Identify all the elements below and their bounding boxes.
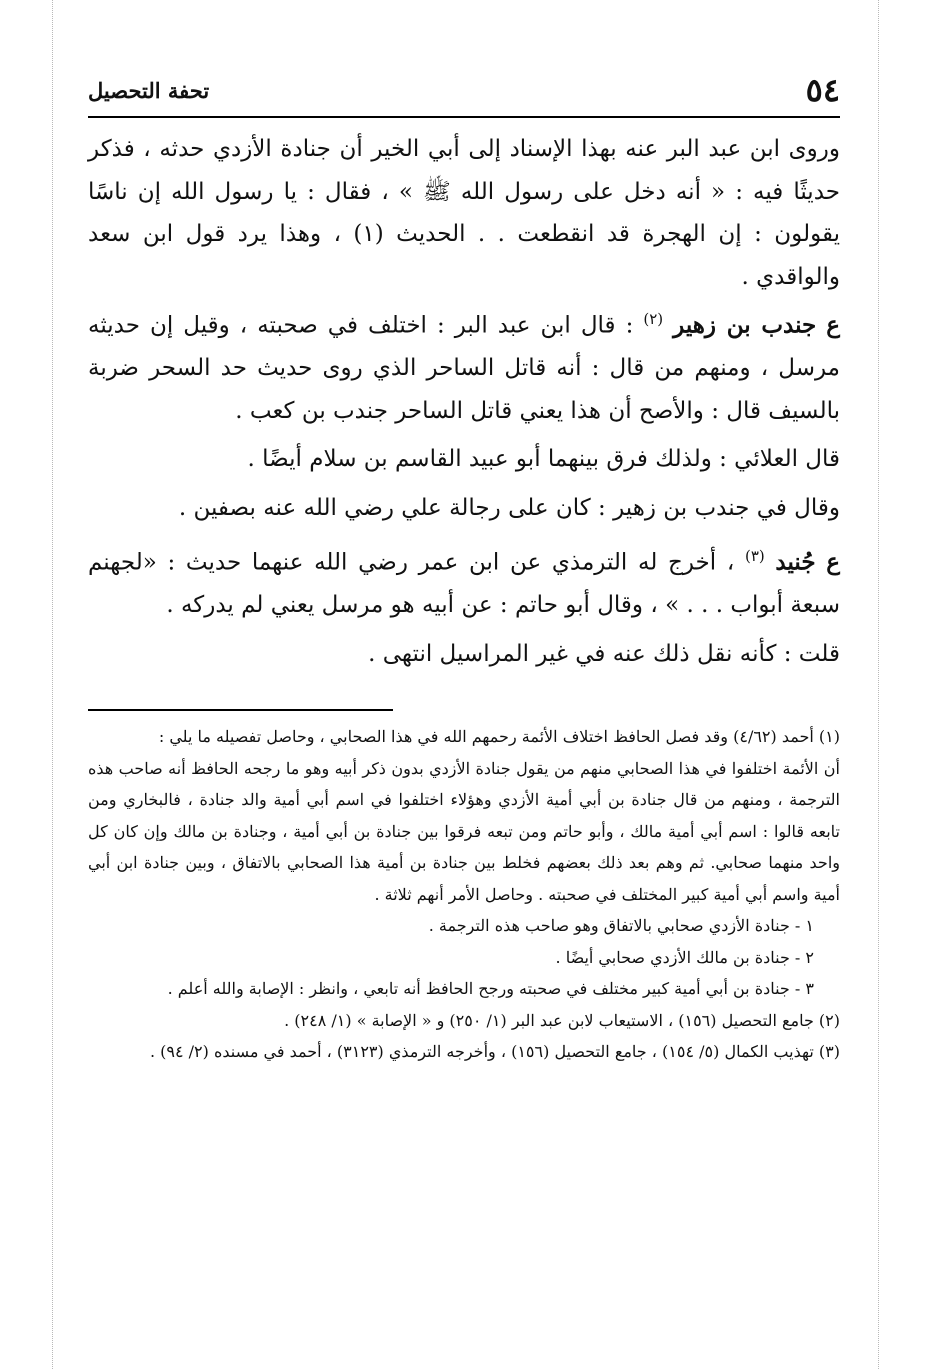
footnote-1-list — [88, 910, 840, 1005]
footnote-divider — [88, 709, 393, 711]
entry-mark: ع — [826, 548, 841, 576]
footnote-ref: (٢) — [643, 310, 664, 328]
footnote-1-item: ٣ - جنادة بن أبي أمية كبير مختلف في صحبته ورجح الحافظ أنه تابعي ، وانظر : الإصابة والله أعلم . — [167, 979, 814, 999]
paragraph-alai: قال العلائي : ولذلك فرق بينهما أبو عبيد القاسم بن سلام أيضًا . — [247, 446, 840, 473]
header-rule — [88, 116, 840, 118]
page-number: ٥٤ — [805, 71, 840, 109]
entry-junayd — [88, 535, 840, 627]
entry-name: جندب بن زهير — [673, 311, 817, 339]
entry-name: جُنيد — [775, 548, 816, 576]
footnote-1-body: أن الأئمة اختلفوا في هذا الصحابي منهم من يقول جنادة الأزدي بدون ذكر أبيه وهو ما رجحه الحافظ أنه صاحب هذه الترجمة ، ومنهم من قال جنادة بن أبي أمية الأزدي وهؤلاء اختلفوا في اسم أبي أمية والد جنادة ، فالبخاري ومن تابعه قالوا : اسم أبي أمية مالك ، وأبو حاتم ومن تبعه فرقوا بين جنادة بن أبي أمية ، وجنادة بن مالك وإن كان كل واحد منهما صحابي. ثم وهم بعد ذلك بعضهم فخلط بين جنادة بن أمية هذا الصحابي بالاتفاق ، وبين جنادة ابن أبي أمية واسم أبي أمية كبير المختلف في صحبته . وحاصل الأمر أنهم ثلاثة . — [88, 758, 841, 904]
running-title: تحفة التحصيل — [88, 78, 210, 103]
entry-text: ، أخرج له الترمذي عن ابن عمر رضي الله عنهما حديث : «لجهنم سبعة أبواب . . . » ، وقال أبو حاتم : عن أبيه هو مرسل يعني لم يدركه . — [88, 549, 840, 619]
paragraph-qultu: قلت : كأنه نقل ذلك عنه في غير المراسيل انتهى . — [368, 640, 840, 667]
footnotes — [88, 721, 840, 1068]
paragraph-jundab-siffin: وقال في جندب بن زهير : كان على رجالة علي رضي الله عنه بصفين . — [178, 494, 840, 521]
entry-jundab-ibn-zuhayr — [88, 298, 840, 432]
entry-mark: ع — [826, 311, 841, 339]
scan-margin-line-left — [52, 0, 53, 1369]
footnote-1-item: ١ - جنادة الأزدي صحابي بالاتفاق وهو صاحب هذه الترجمة . — [428, 916, 814, 936]
footnote-1-item: ٢ - جنادة بن مالك الأزدي صحابي أيضًا . — [555, 947, 814, 967]
paragraph-intro: وروى ابن عبد البر عنه بهذا الإسناد إلى أبي الخير أن جنادة الأزدي حدثه ، فذكر حديثًا فيه : « أنه دخل على رسول الله ﷺ » ، فقال : يا رسول الله إن ناسًا يقولون : إن الهجرة قد انقطعت . . الحديث (١) ، وهذا يرد قول ابن سعد والواقدي . — [88, 136, 840, 290]
scan-margin-line-right — [878, 0, 879, 1369]
footnote-2: (٢) جامع التحصيل (١٥٦) ، الاستيعاب لابن عبد البر (١/ ٢٥٠) و « الإصابة » (١/ ٢٤٨) . — [284, 1010, 840, 1030]
footnote-3: (٣) تهذيب الكمال (٥/ ١٥٤) ، جامع التحصيل (١٥٦) ، وأخرجه الترمذي (٣١٢٣) ، أحمد في مسنده (٢/ ٩٤) . — [149, 1042, 840, 1062]
page-header — [88, 70, 840, 114]
entry-text: : قال ابن عبد البر : اختلف في صحبته ، وقيل إن حديثه مرسل ، ومنهم من قال : أنه قاتل الساحر الذي روى حديث حد السحر ضربة بالسيف قال : والأصح أن هذا يعني قاتل الساحر جندب بن كعب . — [88, 312, 840, 424]
book-page — [88, 70, 840, 1068]
footnote-ref: (٣) — [744, 547, 765, 566]
footnote-1-heading: (١) أحمد (٤/٦٢) وقد فصل الحافظ اختلاف الأئمة رحمهم الله في هذا الصحابي ، وحاصل تفصيله ما يلي : — [158, 727, 840, 747]
main-text — [88, 128, 840, 675]
